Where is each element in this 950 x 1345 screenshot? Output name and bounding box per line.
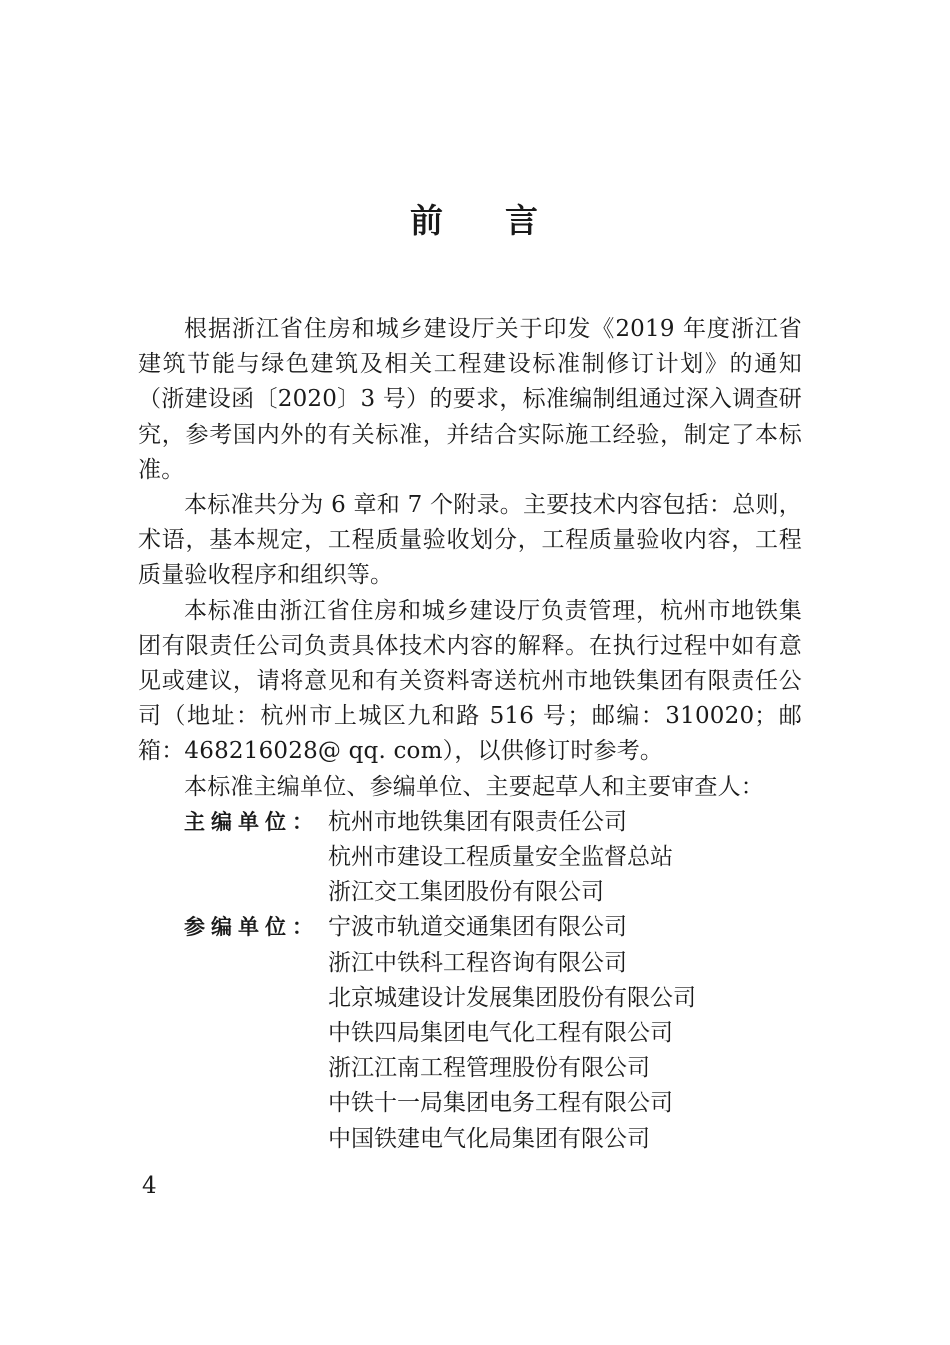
unit-item: 中铁四局集团电气化工程有限公司 [328, 1020, 673, 1047]
page-title-part2: 言 [505, 201, 540, 240]
page-title-part1: 前 [410, 201, 445, 240]
paragraph-units-intro: 本标准主编单位、参编单位、主要起草人和主要审查人： [184, 773, 764, 800]
paragraph-management: 本标准由浙江省住房和城乡建设厅负责管理，杭州市地铁集团有限责任公司负责具体技术内容的解释。在执行过程中如有意见或建议，请将意见和有关资料寄送杭州市地铁集团有限责任公司（地址：杭州市上城区九和路 516 号；邮编：310020；邮箱：468216028@ qq. com），以供修订时参考。 [138, 597, 802, 765]
page-title [0, 196, 950, 246]
unit-item: 中国铁建电气化局集团有限公司 [328, 1125, 650, 1152]
paragraph-basis: 根据浙江省住房和城乡建设厅关于印发《2019 年度浙江省建筑节能与绿色建筑及相关工程建设标准制修订计划》的通知（浙建设函〔2020〕3 号）的要求，标准编制组通过深入调查研究，参考国内外的有关标准，并结合实际施工经验，制定了本标准。 [138, 316, 802, 483]
unit-item: 浙江中铁科工程咨询有限公司 [328, 949, 627, 976]
participating-units-list [328, 910, 802, 1156]
participating-units-section [138, 910, 802, 1156]
preface-body [138, 312, 802, 1157]
unit-item: 浙江交工集团股份有限公司 [328, 879, 604, 906]
page-number: 4 [142, 1173, 157, 1199]
participating-units-label: 参编单位： [184, 915, 319, 940]
unit-item: 宁波市轨道交通集团有限公司 [328, 914, 627, 941]
unit-item: 中铁十一局集团电务工程有限公司 [328, 1090, 673, 1117]
unit-item: 杭州市地铁集团有限责任公司 [328, 808, 627, 835]
chief-units-list [328, 805, 802, 911]
unit-item: 杭州市建设工程质量安全监督总站 [328, 844, 673, 871]
paragraph-content: 本标准共分为 6 章和 7 个附录。主要技术内容包括：总则，术语，基本规定，工程质量验收划分，工程质量验收内容，工程质量验收程序和组织等。 [138, 492, 802, 589]
chief-units-label: 主编单位： [184, 809, 319, 834]
chief-units-section [138, 805, 802, 911]
unit-item: 北京城建设计发展集团股份有限公司 [328, 984, 696, 1011]
unit-item: 浙江江南工程管理股份有限公司 [328, 1055, 650, 1082]
